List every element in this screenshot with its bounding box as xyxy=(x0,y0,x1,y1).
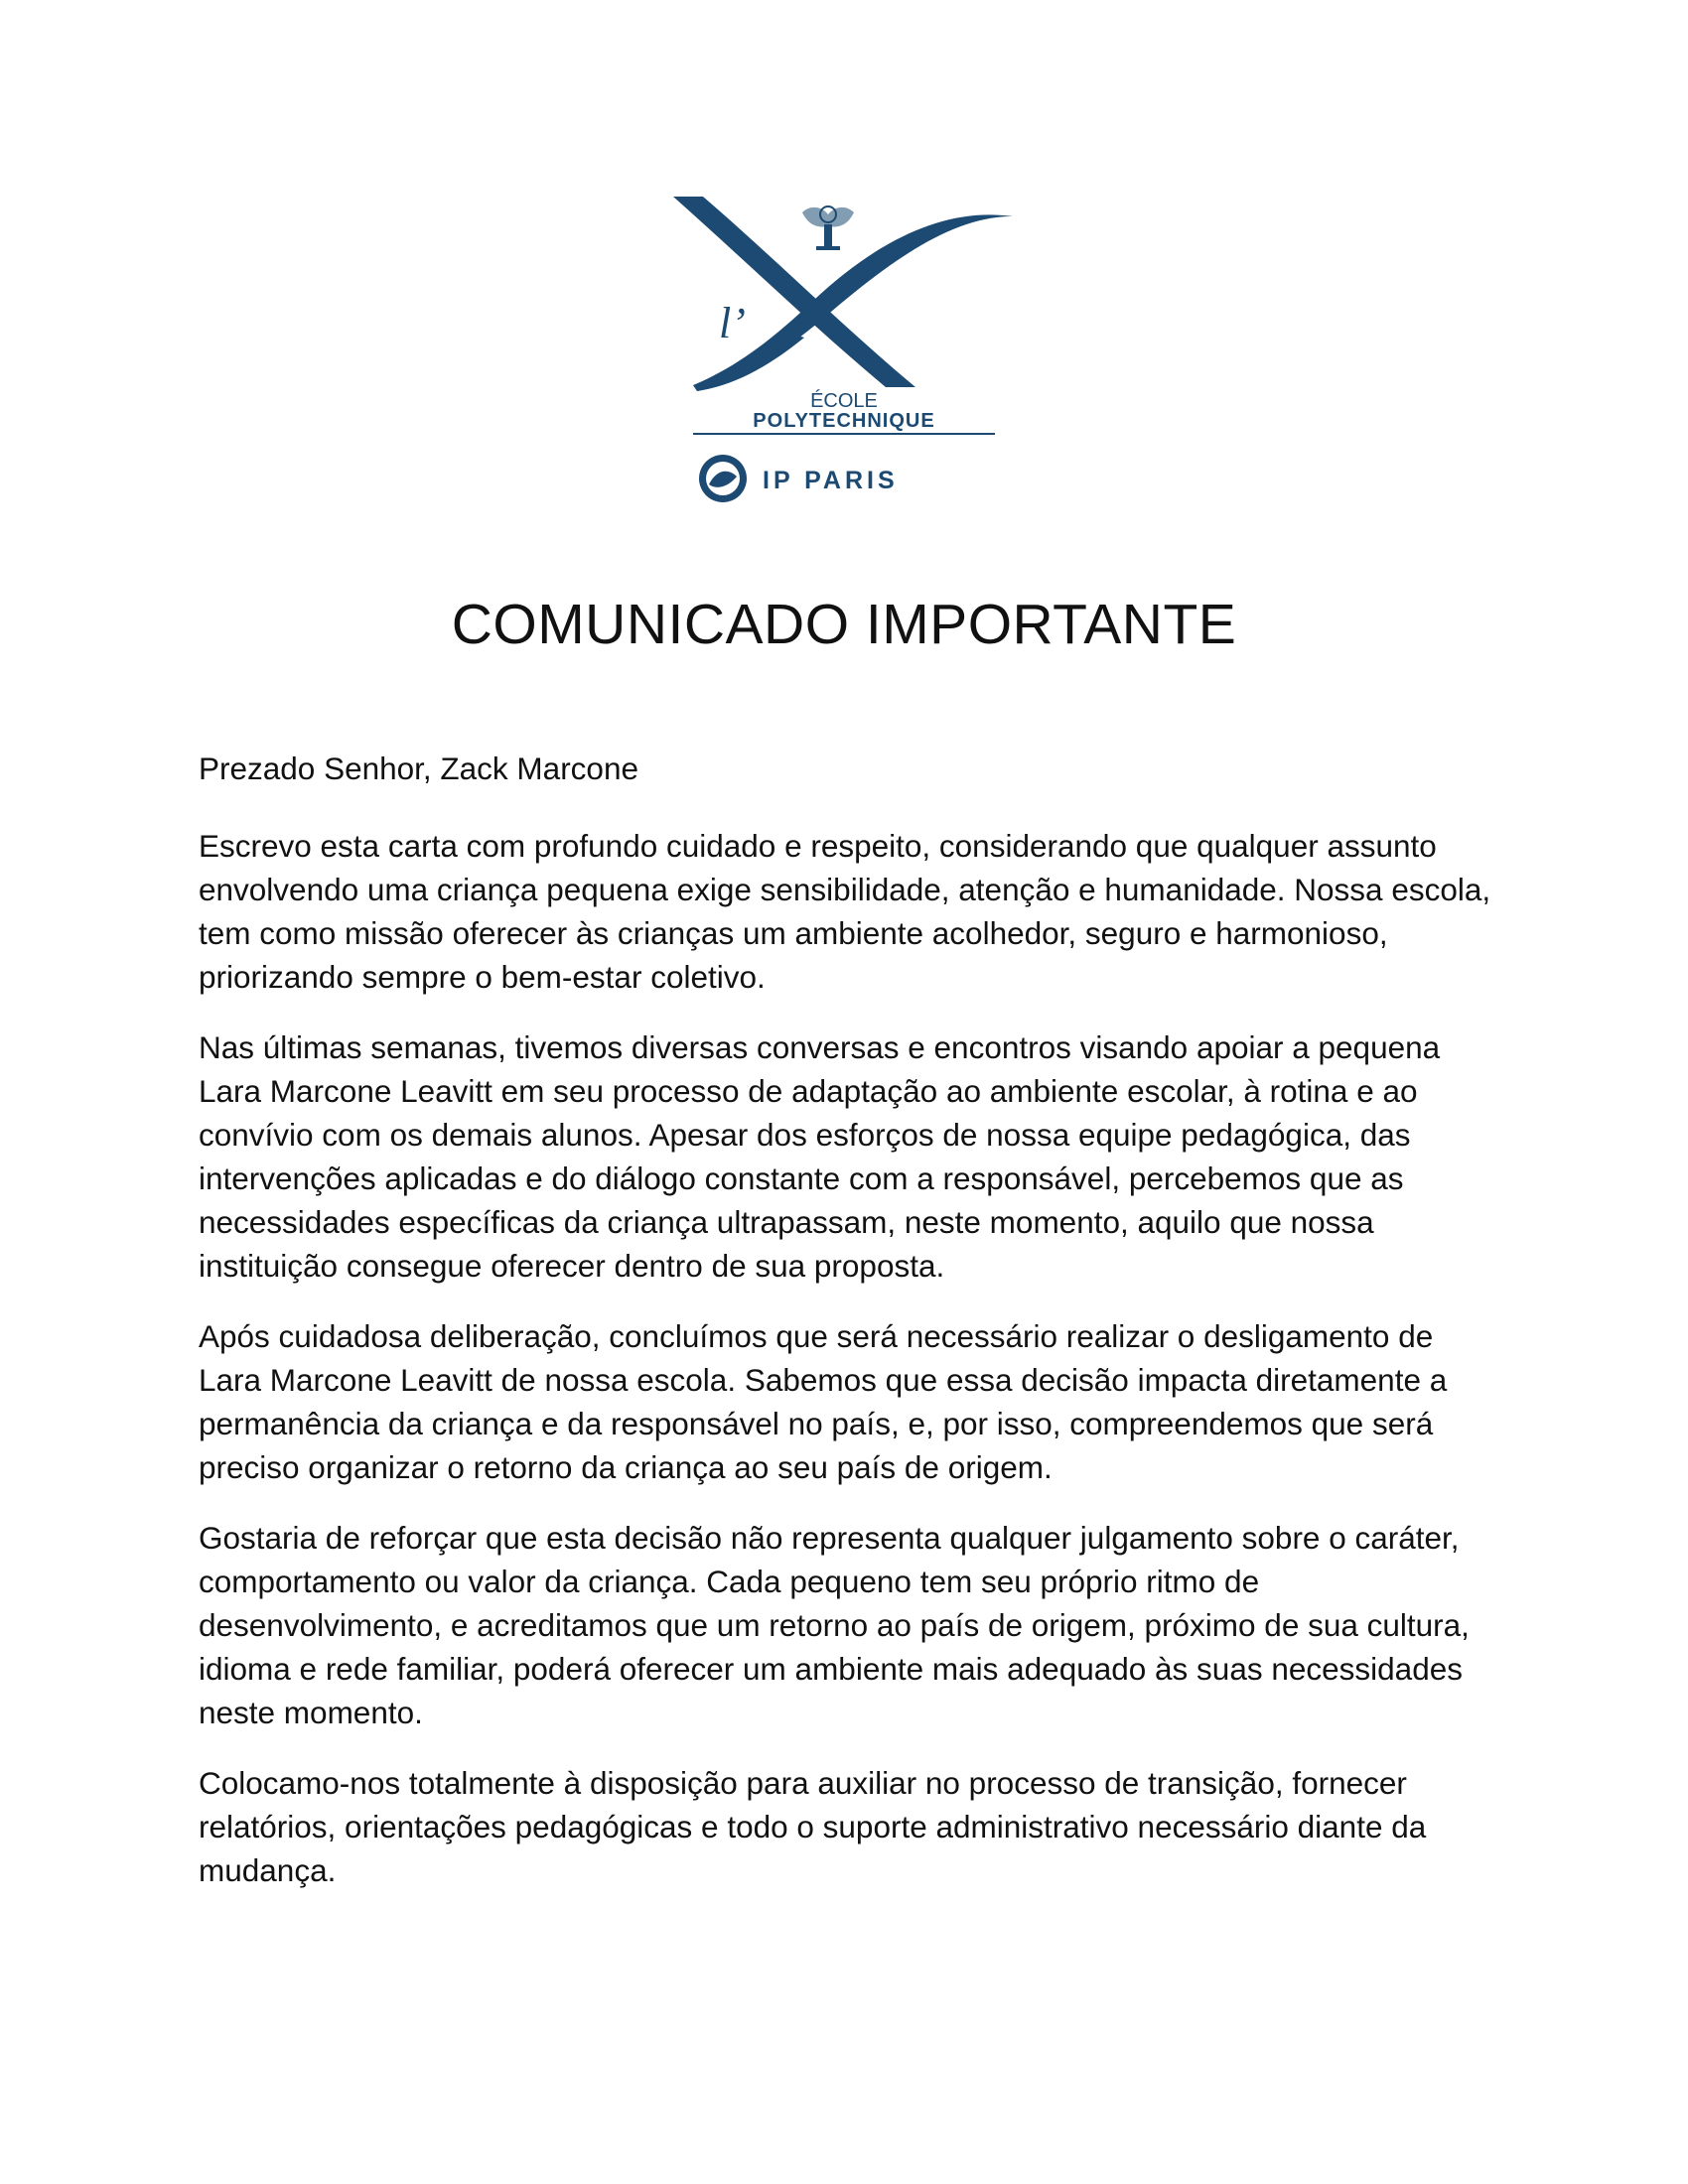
paragraph-2: Nas últimas semanas, tivemos diversas conversas e encontros visando apoiar a pequena Lara Marcone Leavitt em seu processo de adaptação ao ambiente escolar, à rotina e ao convívio com os demais alunos. Apesar dos esforços de nossa equipe pedagógica, das intervenções aplicadas e do diálogo constante com a responsável, percebemos que as necessidades específicas da criança ultrapassam, neste momento, aquilo que nossa instituição consegue oferecer dentro de sua proposta. xyxy=(199,1029,1441,1284)
logo-ip-paris-text: IP PARIS xyxy=(763,467,899,494)
paragraph-5: Colocamo-nos totalmente à disposição para auxiliar no processo de transição, fornecer relatórios, orientações pedagógicas e todo o suporte administrativo necessário diante da mudança. xyxy=(199,1765,1427,1888)
logo-polytechnique-text: POLYTECHNIQUE xyxy=(753,410,935,432)
ecole-polytechnique-logo xyxy=(655,189,1033,506)
logo-lx-text: l’ xyxy=(719,299,746,347)
paragraph-4: Gostaria de reforçar que esta decisão não representa qualquer julgamento sobre o caráter, comportamento ou valor da criança. Cada pequeno tem seu próprio ritmo de desenvolvimento, e acreditamos que um retorno ao país de origem, próximo de sua cultura, idioma e rede familiar, poderá oferecer um ambiente mais adequado às suas necessidades neste momento. xyxy=(199,1520,1470,1730)
page-title: COMUNICADO IMPORTANTE xyxy=(451,593,1237,656)
ip-paris-seal-icon xyxy=(699,455,747,502)
salutation: Prezado Senhor, Zack Marcone xyxy=(199,751,638,786)
paragraph-1: Escrevo esta carta com profundo cuidado e respeito, considerando que qualquer assunto envolvendo uma criança pequena exige sensibilidade, atenção e humanidade. Nossa escola, tem como missão oferecer às crianças um ambiente acolhedor, seguro e harmonioso, priorizando sempre o bem-estar coletivo. xyxy=(199,828,1491,995)
logo-ecole-text: ÉCOLE xyxy=(810,390,878,412)
paragraph-3: Após cuidadosa deliberação, concluímos que será necessário realizar o desligamento de Lara Marcone Leavitt de nossa escola. Sabemos que essa decisão impacta diretamente a permanência da criança e da responsável no país, e, por isso, compreendemos que será preciso organizar o retorno da criança ao seu país de origem. xyxy=(199,1318,1448,1485)
letter-body xyxy=(199,747,1499,1919)
